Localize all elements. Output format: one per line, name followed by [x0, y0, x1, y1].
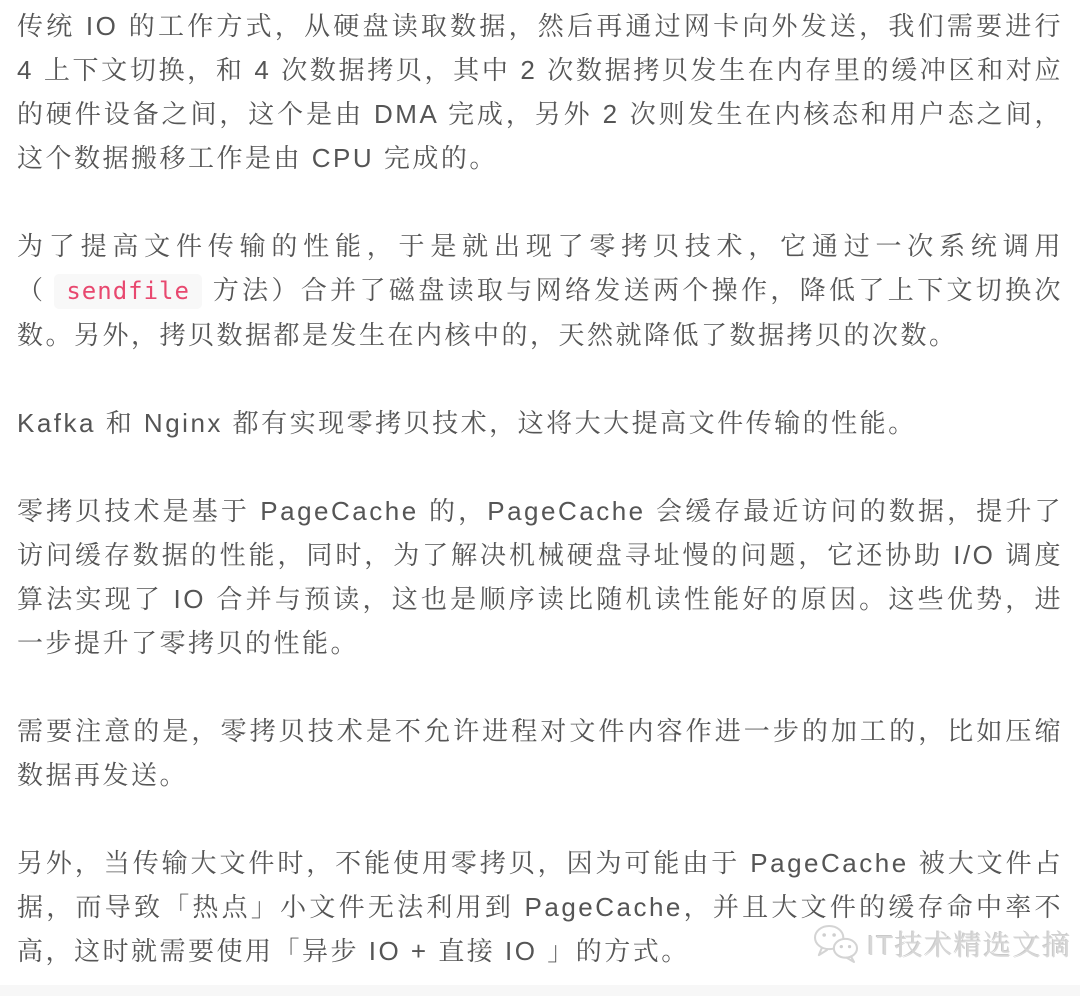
paragraph-kafka-nginx: Kafka 和 Nginx 都有实现零拷贝技术，这将大大提高文件传输的性能。 [17, 408, 917, 438]
inline-code-sendfile: sendfile [54, 274, 202, 309]
paragraph-zero-copy-sendfile [17, 224, 1063, 357]
paragraph-pagecache: 零拷贝技术是基于 PageCache 的，PageCache 会缓存最近访问的数据，提升了访问缓存数据的性能，同时，为了解决机械硬盘寻址慢的问题，它还协助 I/O 调度算法实现了 IO 合并与预读，这也是顺序读比随机读性能好的原因。这些优势，进一步提升了零拷贝的性能。 [17, 496, 1063, 658]
paragraph-text-after-code: 方法）合并了磁盘读取与网络发送两个操作，降低了上下文切换次数。另外，拷贝数据都是发生在内核中的，天然就降低了数据拷贝的次数。 [17, 275, 1063, 350]
code-block-top-edge [0, 985, 1080, 996]
paragraph-text-before-code: 为了提高文件传输的性能，于是就出现了零拷贝技术，它通过一次系统调用（ [17, 231, 1063, 305]
watermark-label: IT技术精选文摘 [867, 930, 1072, 961]
paragraph-large-file: 另外，当传输大文件时，不能使用零拷贝，因为可能由于 PageCache 被大文件占据，而导致「热点」小文件无法利用到 PageCache，并且大文件的缓存命中率不高，这时就需要使用「异步 IO + 直接 IO 」的方式。 [17, 848, 1063, 966]
paragraph-zero-copy-limitation: 需要注意的是，零拷贝技术是不允许进程对文件内容作进一步的加工的，比如压缩数据再发送。 [17, 716, 1063, 790]
paragraph-traditional-io: 传统 IO 的工作方式，从硬盘读取数据，然后再通过网卡向外发送，我们需要进行 4 上下文切换，和 4 次数据拷贝，其中 2 次数据拷贝发生在内存里的缓冲区和对应的硬件设备之间，这个是由 DMA 完成，另外 2 次则发生在内核态和用户态之间，这个数据搬移工作是由 CPU 完成的。 [17, 11, 1063, 173]
